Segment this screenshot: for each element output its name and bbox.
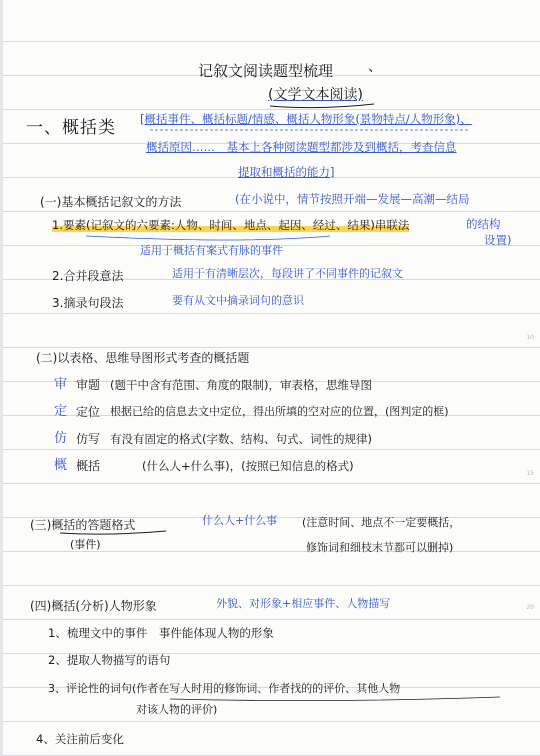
sub2-row-text: (题干中含有范围、角度的限制)，审表格，思维导图 (110, 378, 372, 392)
sub1-item1: 1.要素(记叙文的六要素:人物、时间、地点、起因、经过、结果)串联法 (52, 218, 410, 232)
section1-bracket-line3: 提取和概括的能力] (238, 165, 335, 179)
sub4-item: 3、评论性的词句(作者在写人时用的修饰词、作者找的的评价、其他人物 (48, 682, 401, 695)
sub4-heading: (四)概括(分析)人物形象 (30, 599, 157, 613)
item1-highlight-curve (86, 236, 330, 240)
page-subtitle: (文学文本阅读) (268, 87, 363, 103)
sub1-item3-note: 要有从文中摘录词句的意识 (172, 294, 304, 307)
sub2-row-key: 概 (54, 458, 68, 473)
section1-bracket-line2: 概括原因…… 基本上各种阅读题型都涉及到概括，考查信息 (146, 140, 457, 154)
sub4-item: 4、关注前后变化 (36, 732, 124, 746)
sub2-row-label: 审题 (76, 378, 101, 392)
margin-number: 15 (526, 470, 534, 477)
sub2-row-label: 仿写 (76, 432, 101, 446)
sub2-row-key: 仿 (54, 431, 68, 446)
sub2-row-label: 概括 (76, 459, 101, 473)
page-title: 记叙文阅读题型梳理 (198, 62, 334, 80)
sub4-item3-underline (170, 697, 500, 701)
sub1-note: (在小说中，情节按照开端—发展—高潮—结局 (235, 192, 470, 206)
sub1-item2: 2.合并段意法 (52, 269, 124, 283)
sub1-item1-right: 的结构 (466, 217, 501, 231)
sub4-item: 对该人物的评价) (136, 703, 218, 716)
sub3-note1: (注意时间、地点不一定要概括， (302, 516, 461, 529)
section1-bracket-line1: [概括事件、概括标题/情感、概括人物形象(景物特点/人物形象)、 (140, 112, 472, 126)
margin-number: 20 (526, 604, 534, 611)
sub3-subheading: (事件) (70, 538, 101, 551)
sub3-underline (60, 531, 166, 534)
margin-number: 10 (526, 334, 534, 341)
section1-heading: 一、概括类 (26, 118, 116, 138)
sub1-item1-note: 适用于概括有案式有脉的事件 (140, 244, 283, 257)
sub3-formula: 什么人+什么事 (202, 514, 278, 527)
sub2-row-label: 定位 (76, 405, 101, 419)
sub1-item2-note: 适用于有清晰层次，每段讲了不同事件的记叙文 (172, 267, 403, 280)
sub4-item: 2、提取人物描写的语句 (48, 653, 171, 667)
subtitle-underline (270, 104, 374, 108)
sub2-heading: (二)以表格、思维导图形式考查的概括题 (36, 351, 250, 365)
sub2-row-text: (什么人+什么事)，(按照已知信息的格式) (142, 459, 354, 473)
sub3-heading: (三)概括的答题格式 (30, 518, 136, 532)
sub1-item1-right2: 设置) (484, 233, 512, 247)
sub3-note2: 修饰词和细枝末节都可以删掉) (306, 541, 454, 554)
sub2-row-text: 有没有固定的格式(字数、结构、句式、词性的规律) (110, 432, 372, 446)
sub4-item: 1、梳理文中的事件 事件能体现人物的形象 (48, 626, 274, 640)
sub1-heading: (一)基本概括记叙文的方法 (40, 195, 182, 209)
sub2-row-key: 定 (54, 404, 68, 419)
title-dots: 、 (368, 59, 382, 75)
sub2-row-text: 根据已给的信息去文中定位，得出所填的空对应的位置，(图判定的框) (110, 405, 449, 418)
sub1-item3: 3.摘录句段法 (52, 296, 124, 310)
sub4-heading-note: 外貌、对形象+相应事件、人物描写 (216, 597, 391, 610)
sub2-row-key: 审 (54, 377, 68, 392)
